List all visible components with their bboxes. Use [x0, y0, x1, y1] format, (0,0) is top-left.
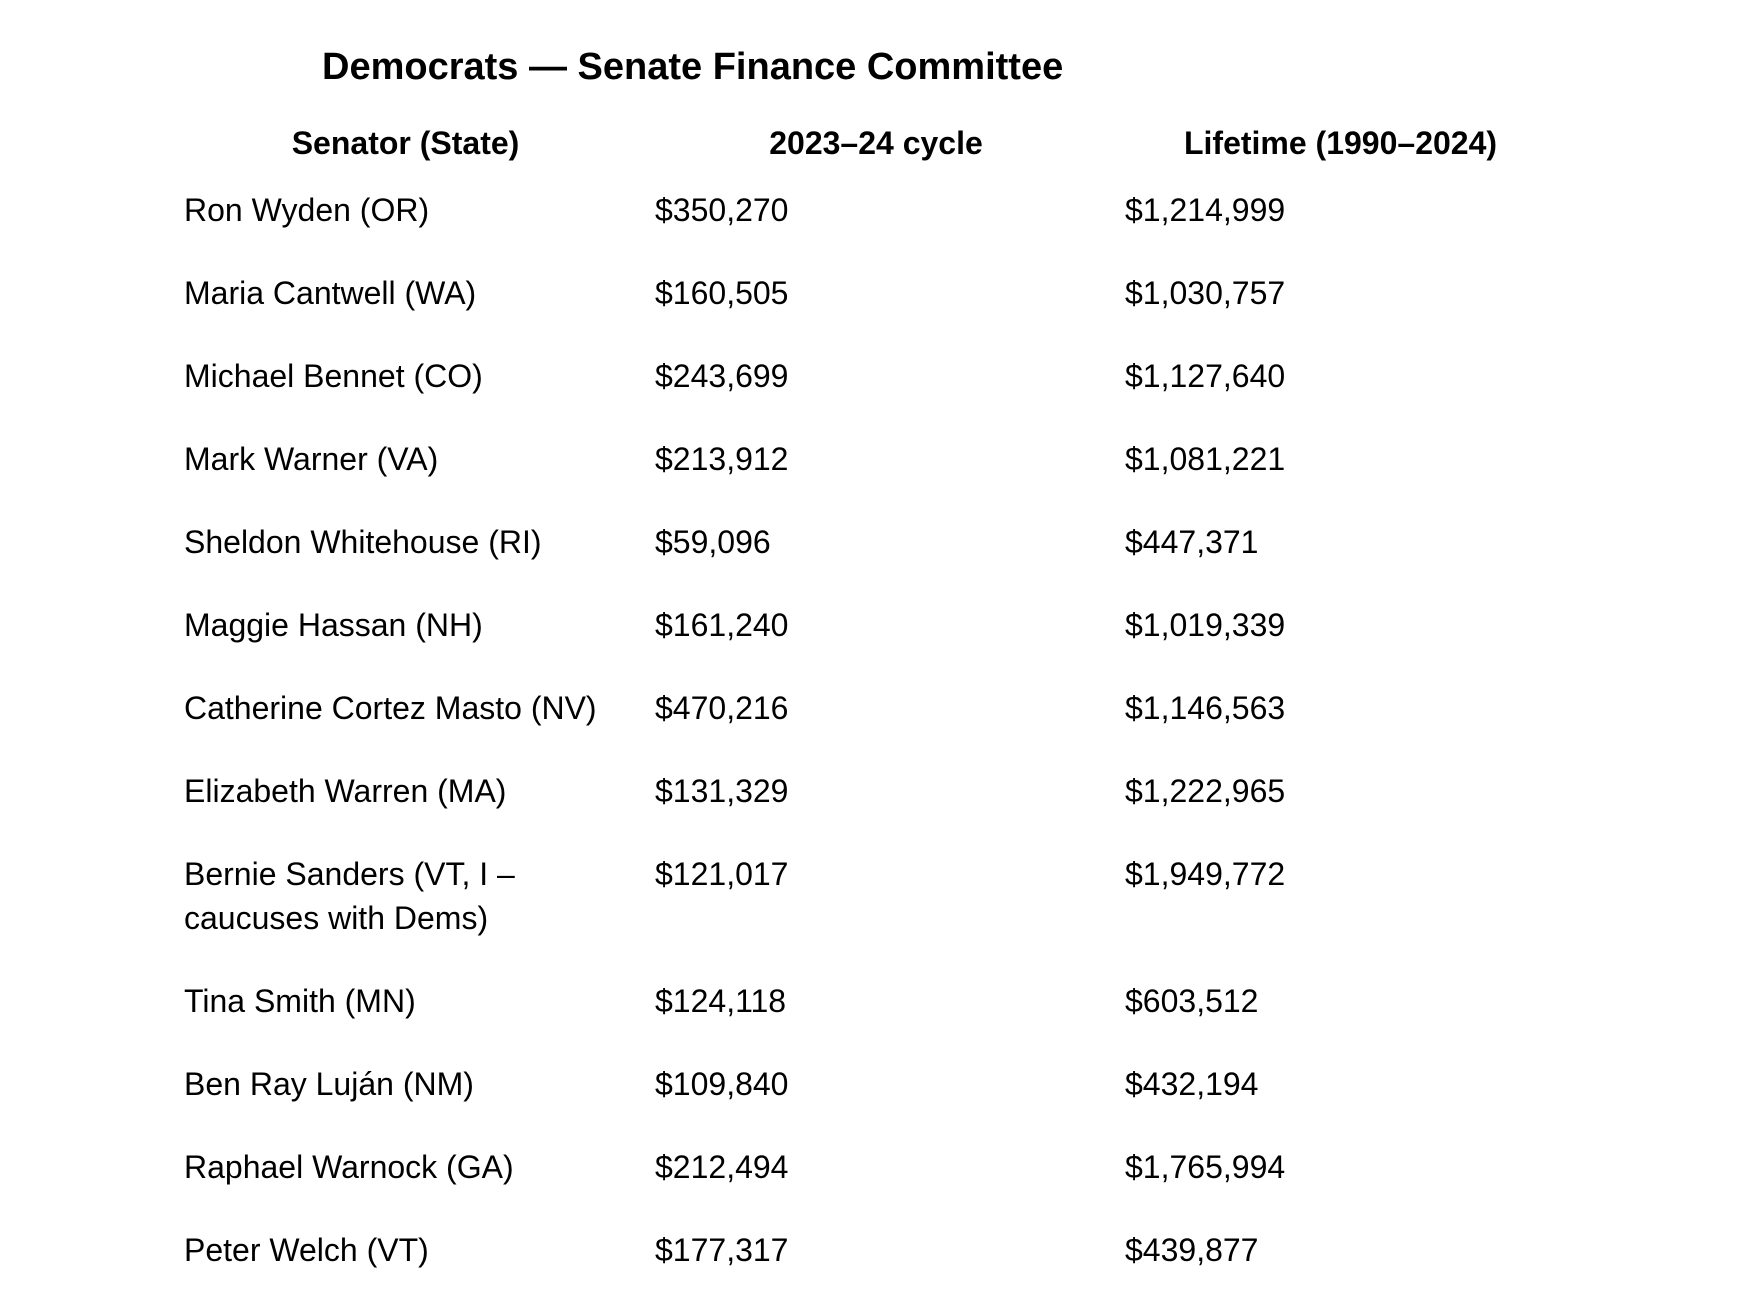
- cycle-cell: $177,317: [655, 1232, 789, 1268]
- cycle-cell: $124,118: [655, 983, 787, 1019]
- header-row: [170, 106, 1570, 180]
- table-row: [170, 1220, 1570, 1303]
- lifetime-cell: $432,194: [1125, 1066, 1259, 1102]
- table-title: Democrats — Senate Finance Committee: [322, 46, 1064, 88]
- lifetime-cell: $1,949,772: [1125, 856, 1286, 892]
- lifetime-cell: $1,214,999: [1125, 192, 1286, 228]
- lifetime-cell: $1,019,339: [1125, 607, 1286, 643]
- cycle-cell: $131,329: [655, 773, 789, 809]
- cycle-cell: $121,017: [655, 856, 789, 892]
- senator-cell: Bernie Sanders (VT, I – caucuses with Dems): [184, 856, 515, 936]
- senator-cell: Maggie Hassan (NH): [184, 607, 483, 643]
- senator-cell: Catherine Cortez Masto (NV): [184, 690, 597, 726]
- cycle-cell: $59,096: [655, 524, 771, 560]
- senator-cell: Raphael Warnock (GA): [184, 1149, 514, 1185]
- table-row: [170, 1054, 1570, 1137]
- senator-cell: Tina Smith (MN): [184, 983, 416, 1019]
- lifetime-cell: $1,081,221: [1125, 441, 1286, 477]
- table-row: [170, 1137, 1570, 1220]
- senator-cell: Sheldon Whitehouse (RI): [184, 524, 542, 560]
- finance-table: [170, 106, 1570, 1303]
- cycle-cell: $160,505: [655, 275, 789, 311]
- cycle-cell: $243,699: [655, 358, 789, 394]
- header-senator: Senator (State): [291, 125, 520, 161]
- lifetime-cell: $439,877: [1125, 1232, 1259, 1268]
- lifetime-cell: $1,222,965: [1125, 773, 1286, 809]
- header-lifetime: Lifetime (1990–2024): [1183, 125, 1498, 161]
- table-row: [170, 678, 1570, 761]
- lifetime-cell: $1,146,563: [1125, 690, 1286, 726]
- senator-cell: Mark Warner (VA): [184, 441, 439, 477]
- table-row: [170, 429, 1570, 512]
- table-row: [170, 263, 1570, 346]
- table-row: [170, 180, 1570, 263]
- senator-cell: Elizabeth Warren (MA): [184, 773, 507, 809]
- header-cycle: 2023–24 cycle: [769, 125, 983, 161]
- cycle-cell: $350,270: [655, 192, 789, 228]
- table-row: [170, 346, 1570, 429]
- cycle-cell: $161,240: [655, 607, 789, 643]
- senator-cell: Peter Welch (VT): [184, 1232, 429, 1268]
- cycle-cell: $212,494: [655, 1149, 789, 1185]
- cycle-cell: $109,840: [655, 1066, 789, 1102]
- lifetime-cell: $1,765,994: [1125, 1149, 1286, 1185]
- lifetime-cell: $1,030,757: [1125, 275, 1286, 311]
- table-row: [170, 971, 1570, 1054]
- lifetime-cell: $447,371: [1125, 524, 1259, 560]
- senator-cell: Ron Wyden (OR): [184, 192, 430, 228]
- senator-cell: Ben Ray Luján (NM): [184, 1066, 474, 1102]
- table-row: [170, 595, 1570, 678]
- senator-cell: Michael Bennet (CO): [184, 358, 483, 394]
- lifetime-cell: $1,127,640: [1125, 358, 1286, 394]
- table-row: [170, 844, 1570, 971]
- table-row: [170, 761, 1570, 844]
- senator-cell: Maria Cantwell (WA): [184, 275, 477, 311]
- lifetime-cell: $603,512: [1125, 983, 1259, 1019]
- cycle-cell: $213,912: [655, 441, 789, 477]
- table-row: [170, 512, 1570, 595]
- cycle-cell: $470,216: [655, 690, 789, 726]
